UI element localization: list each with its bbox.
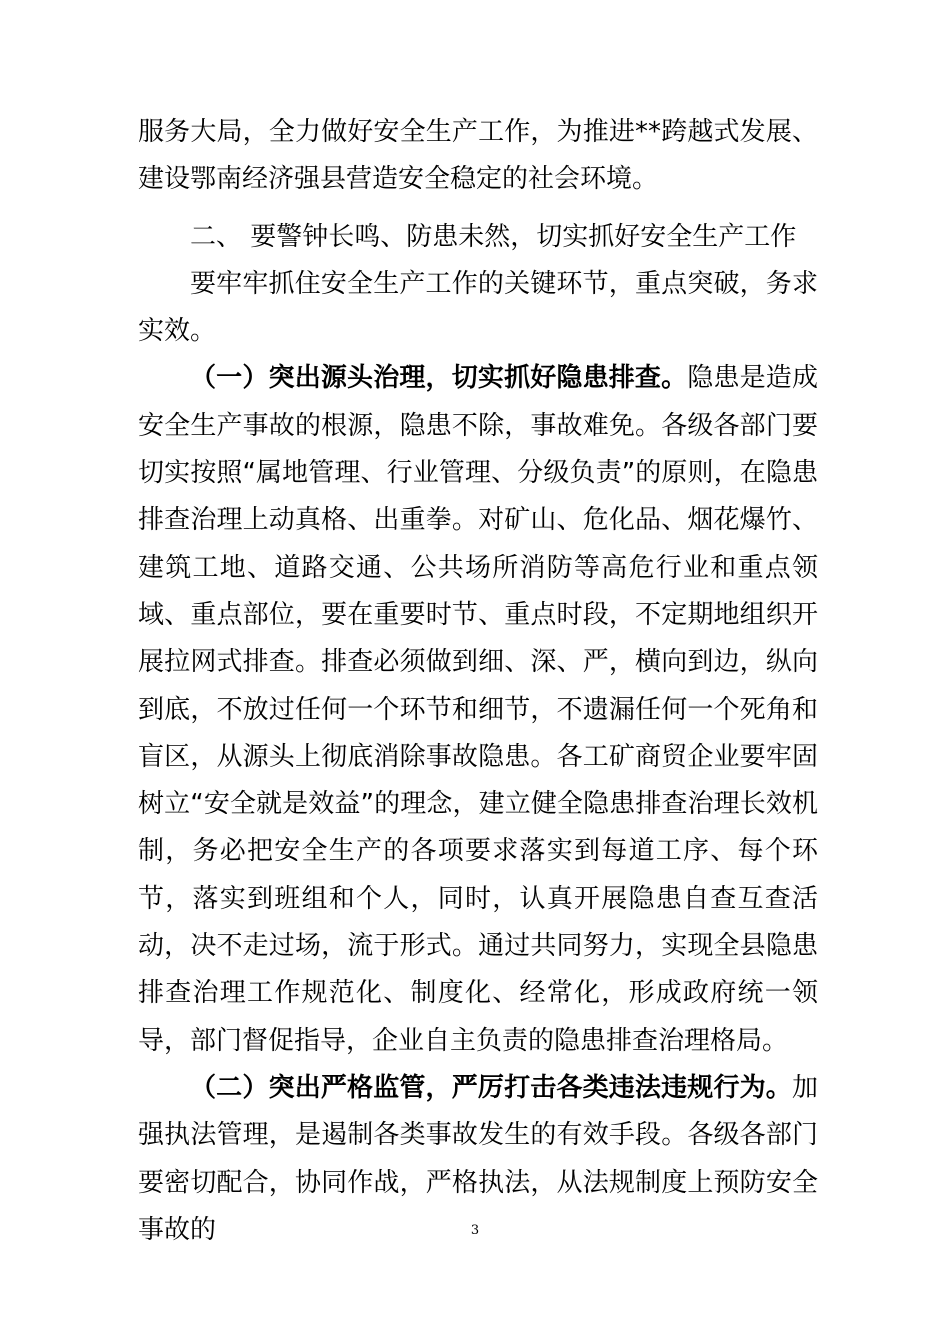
paragraph-intro: 要牢牢抓住安全生产工作的关键环节，重点突破，务求实效。 — [138, 268, 818, 347]
page-number: 3 — [470, 1223, 480, 1238]
subsection-1-text: 隐患是造成安全生产事故的根源，隐患不除，事故难免。各级各部门要切实按照“属地管理、行业管理、分级负责”的原则，在隐患排查治理上动真格、出重拳。对矿山、危化品、烟花爆竹、建筑工地、道路交通、公共场所消防等高危行业和重点领域、重点部位，要在重要时节、重点时段，不定期地组织开展拉网式排查。排查必须做到细、深、严，横向到边，纵向到底，不放过任何一个环节和细节，不遗漏任何一个死角和盲区，从源头上彻底消除事故隐患。各工矿商贸企业要牢固树立“安全就是效益”的理念，建立健全隐患排查治理长效机制，务必把安全生产的各项要求落实到每道工序、每个环节，落实到班组和个人，同时，认真开展隐患自查互查活动，决不走过场，流于形式。通过共同努力，实现全县隐患排查治理工作规范化、制度化、经常化，形成政府统一领导，部门督促指导，企业自主负责的隐患排查治理格局。 — [138, 363, 818, 1056]
subsection-2-text: 加强执法管理，是遏制各类事故发生的有效手段。各级各部门要密切配合，协同作战，严格执法，从法规制度上预防安全事故的 — [138, 1072, 818, 1245]
document-body — [138, 109, 818, 1254]
subsection-2-heading: （二）突出严格监管，严厉打击各类违法违规行为。 — [190, 1072, 792, 1103]
section-heading: 二、 要警钟长鸣、防患未然，切实抓好安全生产工作 — [190, 221, 797, 252]
paragraph-subsection-1 — [138, 355, 818, 1064]
subsection-1-heading: （一）突出源头治理，切实抓好隐患排查。 — [190, 363, 688, 394]
paragraph-continuation: 服务大局，全力做好安全生产工作，为推进**跨越式发展、建设鄂南经济强县营造安全稳定的社会环境。 — [138, 117, 818, 195]
